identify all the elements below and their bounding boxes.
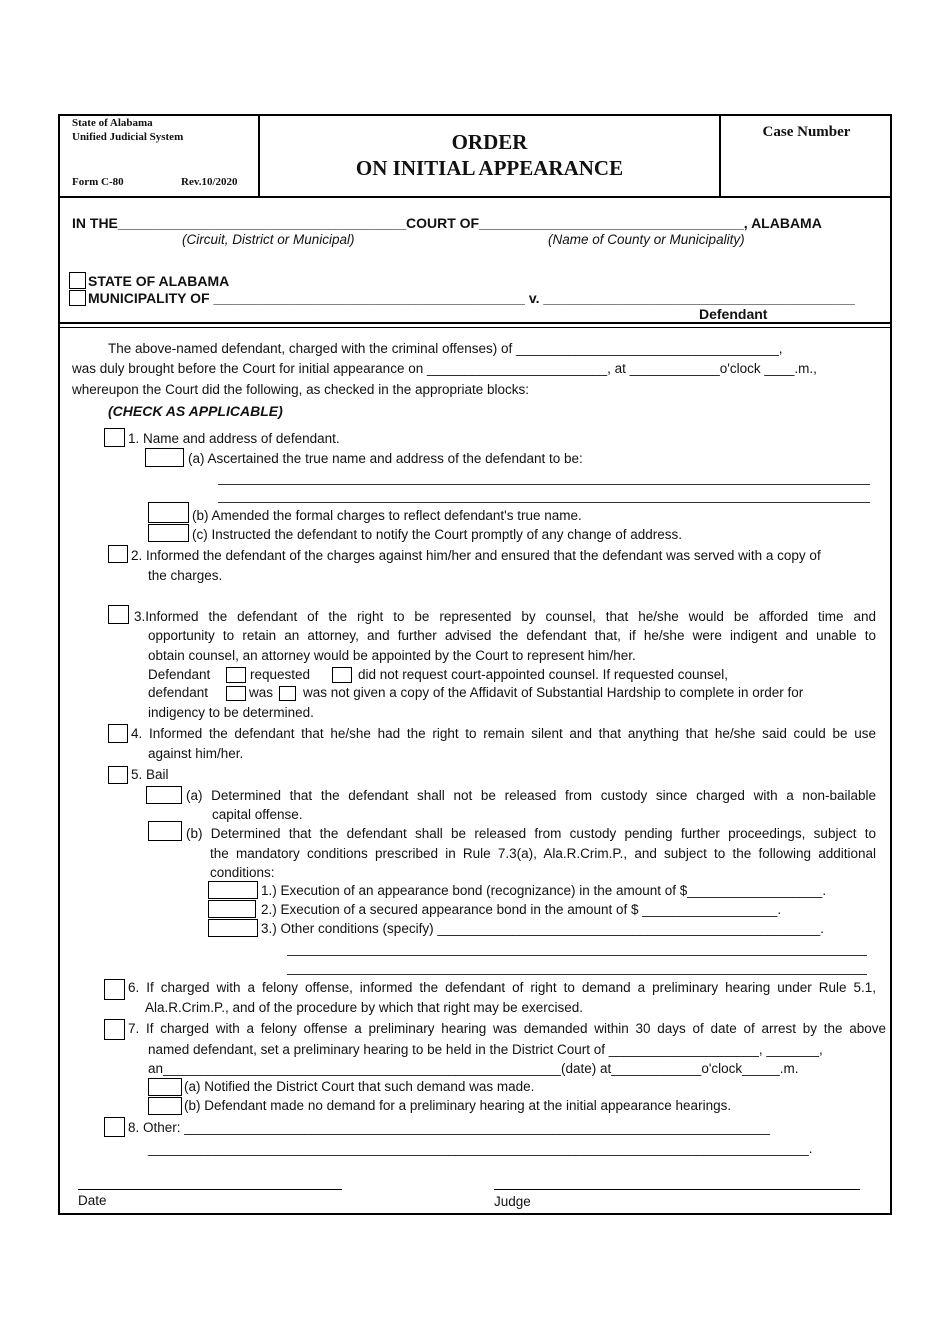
state-of-alabama-label: STATE OF ALABAMA — [88, 273, 230, 289]
county-hint: (Name of County or Municipality) — [548, 232, 745, 247]
condition-2-checkbox[interactable] — [208, 900, 256, 918]
address-line-2 — [218, 502, 870, 503]
item-6-checkbox[interactable] — [104, 979, 125, 1000]
court-type-hint: (Circuit, District or Municipal) — [182, 232, 355, 247]
item-1c-checkbox[interactable] — [148, 524, 189, 542]
date-label: Date — [78, 1193, 107, 1208]
page-title: ORDER — [451, 130, 528, 154]
intro-line-2: was duly brought before the Court for initial appearance on ________________________, at ____________o'clock ____.m., — [72, 361, 817, 376]
item-5b-checkbox[interactable] — [148, 821, 182, 841]
form-number: Form C-80 — [72, 176, 124, 188]
item-1b-checkbox[interactable] — [148, 502, 189, 523]
item-3-defendant-2: defendant — [148, 685, 209, 700]
item-7b-label: (b) Defendant made no demand for a preliminary hearing at the initial appearance hearings. — [184, 1098, 732, 1113]
affidavit-given-checkbox[interactable] — [226, 686, 246, 701]
item-1a-checkbox[interactable] — [145, 448, 184, 467]
municipality-checkbox[interactable] — [69, 290, 86, 306]
intro-line-1: The above-named defendant, charged with the criminal offenses) of ___________________________________, — [108, 341, 783, 356]
item-2-line-2: the charges. — [148, 568, 223, 583]
condition-1-checkbox[interactable] — [208, 881, 258, 899]
judge-signature-line — [494, 1189, 860, 1190]
item-7a-label: (a) Notified the District Court that such demand was made. — [184, 1079, 535, 1094]
item-7-checkbox[interactable] — [104, 1019, 125, 1040]
item-3-line-3: obtain counsel, an attorney would be appointed by the Court to represent him/her. — [148, 648, 636, 663]
item-2-checkbox[interactable] — [108, 545, 128, 563]
date-signature-line — [78, 1189, 342, 1190]
item-5a-line-1: (a) Determined that the defendant shall not be released from custody since charged with a non-bailable — [186, 788, 876, 803]
item-4-line-2: against him/her. — [148, 746, 244, 761]
defendant-label: Defendant — [699, 306, 768, 322]
condition-3-checkbox[interactable] — [208, 919, 258, 937]
counsel-requested-checkbox[interactable] — [226, 667, 246, 683]
counsel-requested-label: requested — [250, 667, 311, 682]
caption-rule-2 — [58, 327, 892, 328]
item-6-line-2: Ala.R.Crim.P., and of the procedure by which that right may be exercised. — [145, 1000, 583, 1015]
item-3-line-6: indigency to be determined. — [148, 705, 314, 720]
item-2-line-1: 2. Informed the defendant of the charges against him/her and ensured that the defendant was served with a copy of — [131, 548, 821, 563]
page-subtitle: ON INITIAL APPEARANCE — [355, 156, 624, 180]
other-conditions-line-1 — [287, 955, 867, 956]
item-1b-label: (b) Amended the formal charges to reflect defendant's true name. — [192, 508, 582, 523]
item-5a-line-2: capital offense. — [212, 807, 303, 822]
item-7a-checkbox[interactable] — [148, 1078, 182, 1096]
item-3-checkbox[interactable] — [108, 605, 129, 624]
state-label: State of Alabama — [72, 117, 153, 129]
condition-2-label: 2.) Execution of a secured appearance bond in the amount of $ __________________. — [261, 902, 782, 917]
item-7-line-1: 7. If charged with a felony offense a preliminary hearing was demanded within 30 days of date of arrest by the above — [128, 1021, 886, 1036]
item-4-checkbox[interactable] — [108, 724, 128, 743]
item-8-label: 8. Other: ______________________________________________________________________________ — [128, 1120, 770, 1135]
item-5b-line-1: (b) Determined that the defendant shall be released from custody pending further proceedings, subject to — [186, 826, 876, 841]
revision-date: Rev.10/2020 — [181, 176, 238, 188]
judge-label: Judge — [494, 1194, 531, 1209]
item-7-line-3: an_____________________________________________________(date) at____________o'clock_____.m. — [148, 1061, 799, 1076]
affidavit-not-given-checkbox[interactable] — [279, 686, 296, 701]
item-3-defendant-1: Defendant — [148, 667, 211, 682]
header-bottom-rule — [58, 196, 892, 198]
item-8-line-2: ________________________________________________________________________________________. — [148, 1141, 813, 1156]
affidavit-not-given-label: was not given a copy of the Affidavit of Substantial Hardship to complete in order for — [303, 685, 804, 700]
item-1c-label: (c) Instructed the defendant to notify the Court promptly of any change of address. — [192, 527, 683, 542]
intro-line-3: whereupon the Court did the following, as checked in the appropriate blocks: — [72, 382, 530, 397]
system-label: Unified Judicial System — [72, 131, 184, 143]
other-conditions-line-2 — [287, 974, 867, 975]
item-5a-checkbox[interactable] — [146, 786, 182, 804]
municipality-line: MUNICIPALITY OF ________________________________________ v. ________________________________________ — [88, 290, 855, 306]
condition-1-label: 1.) Execution of an appearance bond (recognizance) in the amount of $__________________. — [261, 883, 827, 898]
court-caption-line: IN THE_____________________________________COURT OF__________________________________, ALABAMA — [72, 215, 822, 231]
counsel-not-requested-label: did not request court-appointed counsel. If requested counsel, — [358, 667, 728, 682]
item-7-line-2: named defendant, set a preliminary hearing to be held in the District Court of ____________________, _______, — [148, 1042, 823, 1057]
item-1-checkbox[interactable] — [104, 428, 125, 447]
item-7b-checkbox[interactable] — [148, 1097, 182, 1115]
item-1a-label: (a) Ascertained the true name and address of the defendant to be: — [188, 451, 583, 466]
item-6-line-1: 6. If charged with a felony offense, informed the defendant of right to demand a preliminary hearing under Rule 5.1, — [128, 980, 876, 995]
item-4-line-1: 4. Informed the defendant that he/she had the right to remain silent and that anything that he/she said could be use — [131, 726, 876, 741]
item-5b-line-3: conditions: — [210, 865, 275, 880]
case-number-label: Case Number — [762, 124, 851, 140]
item-5-checkbox[interactable] — [108, 766, 128, 784]
check-as-applicable: (CHECK AS APPLICABLE) — [108, 403, 283, 419]
counsel-not-requested-checkbox[interactable] — [332, 667, 352, 683]
item-3-line-1: 3.Informed the defendant of the right to be represented by counsel, that he/she would be afforded time and — [134, 609, 876, 624]
condition-3-label: 3.) Other conditions (specify) ___________________________________________________. — [261, 921, 824, 936]
affidavit-given-label: was — [249, 685, 274, 700]
item-3-line-2: opportunity to retain an attorney, and further advised the defendant that, if he/she were indigent and unable to — [148, 628, 876, 643]
item-5-label: 5. Bail — [131, 767, 169, 782]
address-line-1 — [218, 484, 870, 485]
item-1-label: 1. Name and address of defendant. — [128, 431, 340, 446]
item-8-checkbox[interactable] — [104, 1117, 125, 1137]
state-of-alabama-checkbox[interactable] — [69, 272, 86, 289]
item-5b-line-2: the mandatory conditions prescribed in Rule 7.3(a), Ala.R.Crim.P., and subject to the following additional — [210, 846, 876, 861]
caption-rule-1 — [58, 322, 892, 324]
